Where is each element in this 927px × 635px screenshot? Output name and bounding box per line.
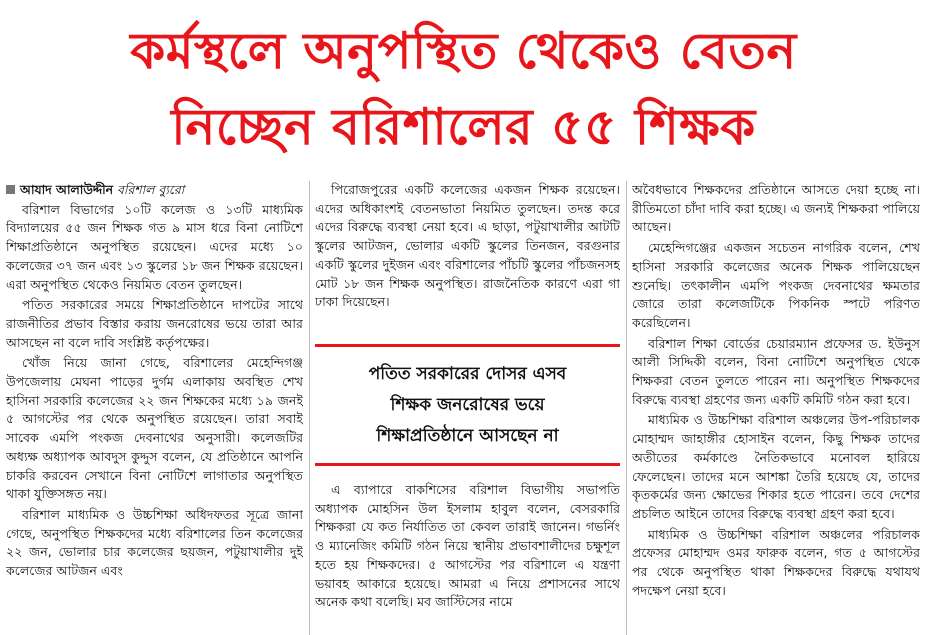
- paragraph: মাধ্যমিক ও উচ্চশিক্ষা বরিশাল অঞ্চলের উপ-পরিচালক মোহাম্মদ জাহাঙ্গীর হোসাইন বলেন, কিছু শিক্ষক তাদের অতীতের কর্মকাণ্ডে নৈতিকভাবে মনোবল হারিয়ে ফেলেছেন। তাদের মনে আশঙ্কা তৈরি হয়েছে যে, তাদের কৃতকর্মের জন্য ক্ষোভের শিকার হতে পারেন। তবে দেশের প্রচলিত আইনে তাদের বিরুদ্ধে ব্যবস্থা গ্রহণ করা হবে।: [632, 412, 920, 521]
- paragraph: পতিত সরকারের সময়ে শিক্ষাপ্রতিষ্ঠানে দাপটের সাথে রাজনীতির প্রভাব বিস্তার করায় জনরোষের ভয়ে তারা আর আসছেন না বলে দাবি সংশ্লিষ্ট কর্তৃপক্ষের।: [6, 297, 303, 350]
- pull-quote-line-3: শিক্ষাপ্রতিষ্ঠানে আসছেন না: [376, 425, 559, 446]
- byline: [6, 181, 303, 200]
- paragraph: মেহেন্দিগঞ্জের একজন সচেতন নাগরিক বলেন, শেখ হাসিনা সরকারি কলেজের অনেক শিক্ষক পালিয়েছেন শুনেছি। তৎকালীন এমপি পংকজ দেবনাথের ক্ষমতার জোরে তারা কলেজটিকে পিকনিক স্পটে পরিণত করেছিলেন।: [632, 240, 920, 330]
- paragraph: অবৈধভাবে শিক্ষকদের প্রতিষ্ঠানে আসতে দেয়া হচ্ছে না। রীতিমতো চাঁদা দাবি করা হচ্ছে। এ জন্যই শিক্ষকরা পালিয়ে আছেন।: [632, 182, 920, 235]
- pull-quote-line-2: শিক্ষক জনরোষের ভয়ে: [390, 394, 545, 415]
- article-column-2-top: [315, 181, 620, 341]
- paragraph: মাধ্যমিক ও উচ্চশিক্ষা বরিশাল অঞ্চলের পরিচালক প্রফেসর মোহাম্মদ ওমর ফারুক বলেন, গত ৫ আগস্টের পর থেকে অনুপস্থিত থাকা শিক্ষকদের বিরুদ্ধে যথাযথ পদক্ষেপ নেয়া হবে।: [632, 526, 920, 598]
- headline: [0, 0, 927, 178]
- column-divider: [626, 181, 627, 635]
- paragraph: বরিশাল শিক্ষা বোর্ডের চেয়ারম্যান প্রফেসর ড. ইউনুস আলী সিদ্দিকী বলেন, বিনা নোটিশে অনুপস্থিত থেকে শিক্ষকরা বেতন তুলতে পারেন না। অনুপস্থিত শিক্ষকদের বিরুদ্ধে ব্যবস্থা গ্রহণের জন্য একটি কমিটি গঠন করা হবে।: [632, 335, 920, 407]
- pull-quote-line-1: পতিত সরকারের দোসর এসব: [368, 363, 567, 384]
- article-column-2-bottom: [315, 481, 620, 635]
- headline-line-1: কর্মস্থলে অনুপস্থিত থেকেও বেতন: [130, 22, 797, 80]
- byline-bureau: বরিশাল ব্যুরো: [117, 182, 185, 197]
- paragraph: এ ব্যাপারে বাকশিসের বরিশাল বিভাগীয় সভাপতি অধ্যাপক মোহসিন উল ইসলাম হাবুল বলেন, বেসরকারি শিক্ষকরা যে কত নির্যাতিত তা কেবল তারাই জানেন। গভর্নিং ও ম্যানেজিং কমিটি গঠন নিয়ে স্থানীয় প্রভাবশালীদের চক্ষুশূল হতে হয় শিক্ষকদের। ৫ আগস্টের পর বরিশালে এ যন্ত্রণা ভয়াবহ আকারে হয়েছে। আমরা এ নিয়ে প্রশাসনের সাথে অনেক কথা বলেছি। মব জাস্টিসের নামে: [315, 482, 620, 610]
- article-column-3: [632, 181, 920, 635]
- pull-quote: [315, 344, 620, 466]
- article-column-1: [6, 181, 303, 635]
- byline-bullet-icon: [6, 185, 15, 194]
- paragraph: বরিশাল মাধ্যমিক ও উচ্চশিক্ষা অধিদফতর সূত্রে জানা গেছে, অনুপস্থিত শিক্ষকদের মধ্যে বরিশালের তিন কলেজের ২২ জন, ভোলার চার কলেজের ছয়জন, পটুয়াখালীর দুই কলেজের আটজন এবং: [6, 506, 303, 579]
- paragraph: পিরোজপুরের একটি কলেজের একজন শিক্ষক রয়েছেন। এদের অধিকাংশই বেতনভাতা নিয়মিত তুলছেন। তদন্ত করে এদের বিরুদ্ধে ব্যবস্থা নেয়া হবে। এ ছাড়া, পটুয়াখালীর আটটি স্কুলের আটজন, ভোলার একটি স্কুলের তিনজন, বরগুনার একটি স্কুলের দুইজন এবং বরিশালের পাঁচটি স্কুলের পাঁচজনসহ মোট ১৮ জন শিক্ষক অনুপস্থিত। রাজনৈতিক কারণে এরা গা ঢাকা দিয়েছেন।: [315, 182, 620, 310]
- column-divider: [309, 181, 310, 635]
- headline-line-2: নিচ্ছেন বরিশালের ৫৫ শিক্ষক: [171, 98, 756, 156]
- paragraph: বরিশাল বিভাগের ১০টি কলেজ ও ১৩টি মাধ্যমিক বিদ্যালয়ের ৫৫ জন শিক্ষক গত ৯ মাস ধরে বিনা নোটিশে শিক্ষাপ্রতিষ্ঠানে অনুপস্থিত রয়েছেন। এদের মধ্যে ১০ কলেজের ৩৭ জন এবং ১৩ স্কুলের ১৮ জন শিক্ষক রয়েছেন। এরা অনুপস্থিত থেকেও নিয়মিত বেতন তুলছেন।: [6, 201, 303, 292]
- paragraph: খোঁজ নিয়ে জানা গেছে, বরিশালের মেহেন্দিগঞ্জ উপজেলায় মেঘনা পাড়ের দুর্গম এলাকায় অবস্থিত শেখ হাসিনা সরকারি কলেজের ২২ জন শিক্ষকের মধ্যে ১৯ জনই ৫ আগস্টের পর থেকে অনুপস্থিত রয়েছেন। তারা সবাই সাবেক এমপি পংকজ দেবনাথের অনুসারী। কলেজটির অধ্যক্ষ অধ্যাপক আবদুস কুদ্দুস বলেন, যে প্রতিষ্ঠানে আপনি চাকরি করবেন সেখানে বিনা নোটিশে লাগাতার অনুপস্থিত থাকা যুক্তিসঙ্গত নয়।: [6, 355, 303, 502]
- byline-author: আযাদ আলাউদ্দীন: [20, 182, 114, 197]
